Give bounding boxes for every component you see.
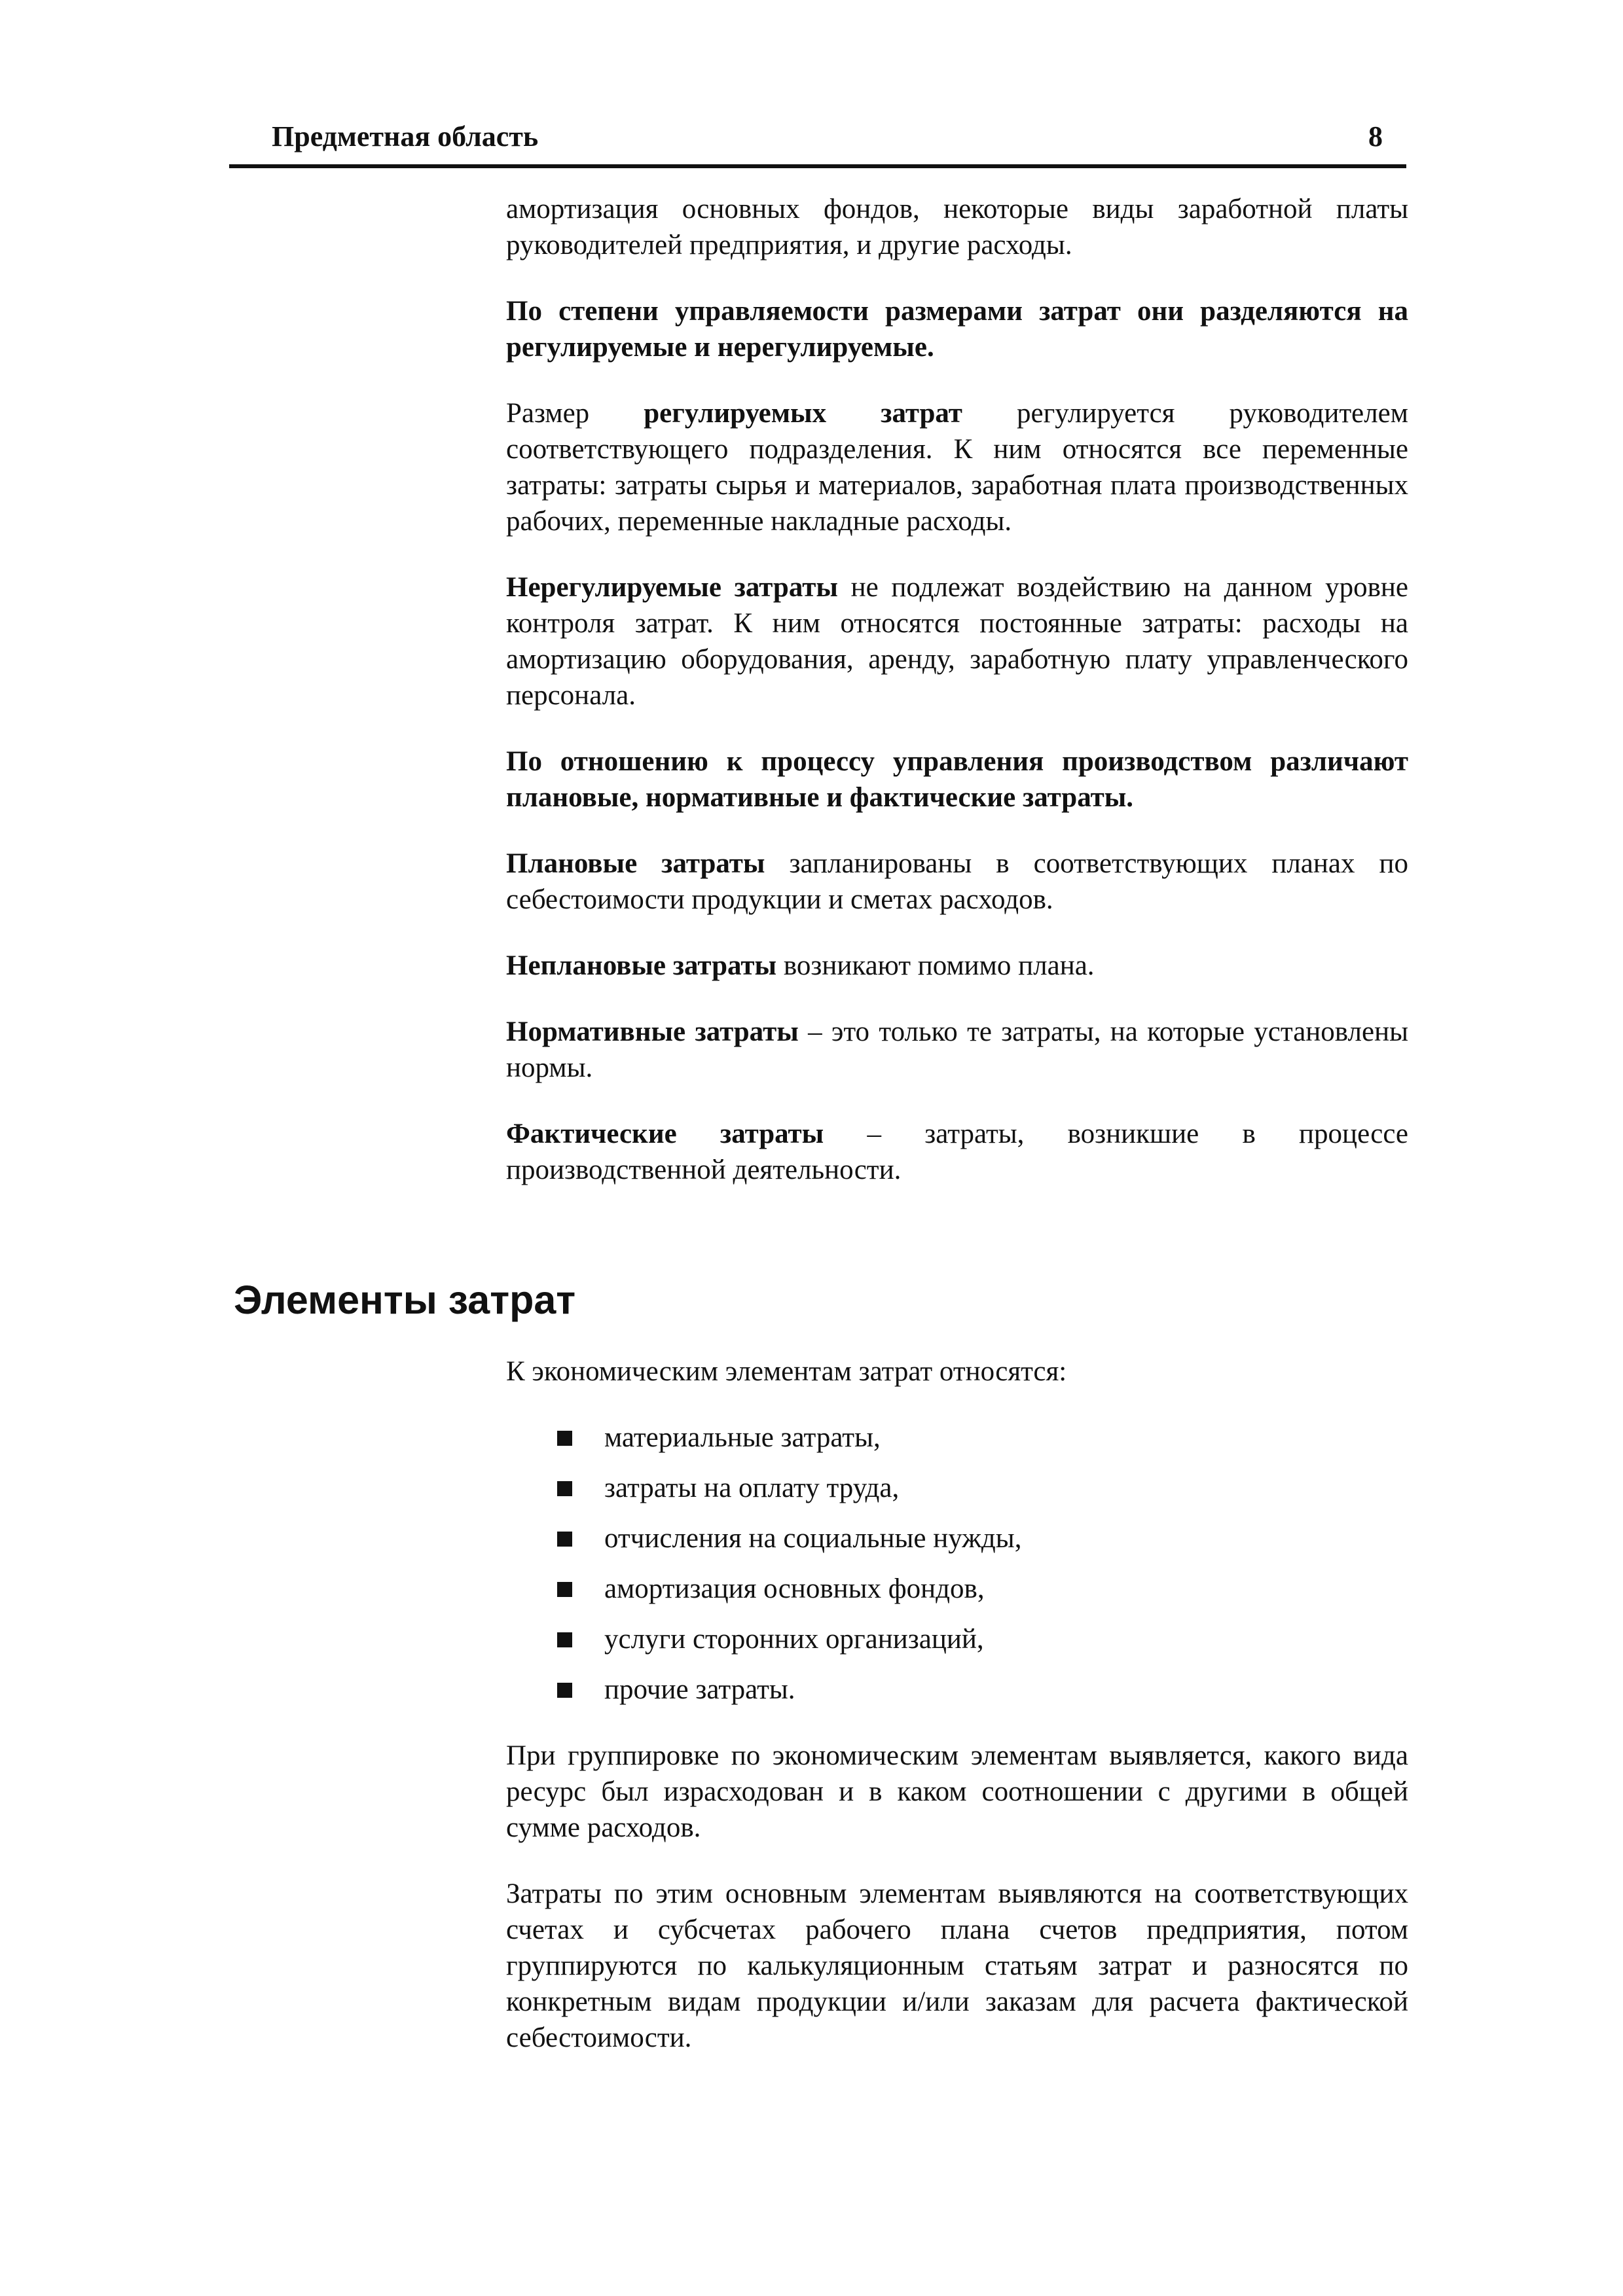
paragraph-amortization-continuation: амортизация основных фондов, некоторые виды заработной платы руководителей предприятия, и другие расходы. bbox=[506, 194, 1408, 260]
square-bullet-icon bbox=[557, 1481, 572, 1496]
page-number: 8 bbox=[1368, 120, 1383, 152]
paragraph-controllability-heading: По степени управляемости размерами затрат они разделяются на регулируемые и нерегулируемые. bbox=[506, 296, 1408, 363]
paragraph-accounts: Затраты по этим основным элементам выявляются на соответствующих счетах и субсчетах рабочего плана счетов предприятия, потом группируются по калькуляционным статьям затрат и разносятся по конкретным видам продукции и/или заказам для расчета фактической себестоимости. bbox=[506, 1878, 1408, 2053]
body-text-top bbox=[506, 191, 1408, 1218]
list-item: амортизация основных фондов, bbox=[506, 1571, 1408, 1607]
section-heading: Элементы затрат bbox=[234, 1278, 576, 1322]
list-item: материальные затраты, bbox=[506, 1420, 1408, 1456]
paragraph-unplanned-costs: Неплановые затраты возникают помимо плана. bbox=[506, 950, 1095, 981]
square-bullet-icon bbox=[557, 1431, 572, 1446]
list-item: прочие затраты. bbox=[506, 1672, 1408, 1708]
paragraph-actual-costs: Фактические затраты – затраты, возникшие в процессе производственной деятельности. bbox=[506, 1119, 1409, 1185]
paragraph-unregulated-costs: Нерегулируемые затраты не подлежат воздействию на данном уровне контроля затрат. К ним относятся постоянные затраты: расходы на амортизацию оборудования, аренду, заработную плату управленческого персонала. bbox=[506, 572, 1408, 711]
list-item: услуги сторонних организаций, bbox=[506, 1621, 1408, 1657]
section-intro: К экономическим элементам затрат относятся: bbox=[506, 1356, 1067, 1387]
paragraph-planned-costs: Плановые затраты запланированы в соответствующих планах по себестоимости продукции и сметах расходов. bbox=[506, 848, 1409, 915]
paragraph-regulated-costs: Размер регулируемых затрат регулируется руководителем соответствующего подразделения. К ним относятся все переменные затраты: затраты сырья и материалов, заработная плата производственных рабочих, переменные накладные расходы. bbox=[506, 398, 1408, 537]
square-bullet-icon bbox=[557, 1532, 572, 1547]
cost-elements-list bbox=[506, 1420, 1408, 1708]
square-bullet-icon bbox=[557, 1582, 572, 1597]
square-bullet-icon bbox=[557, 1632, 572, 1647]
running-title: Предметная область bbox=[272, 120, 539, 152]
list-item: отчисления на социальные нужды, bbox=[506, 1520, 1408, 1556]
paragraph-management-relation-heading: По отношению к процессу управления производством различают плановые, нормативные и фактические затраты. bbox=[506, 746, 1408, 813]
body-text-section bbox=[506, 1354, 1408, 2086]
square-bullet-icon bbox=[557, 1683, 572, 1698]
running-header bbox=[229, 115, 1406, 168]
list-item: затраты на оплату труда, bbox=[506, 1470, 1408, 1506]
paragraph-grouping: При группировке по экономическим элементам выявляется, какого вида ресурс был израсходован и в каком соотношении с другими в общей сумме расходов. bbox=[506, 1740, 1408, 1843]
paragraph-normative-costs: Нормативные затраты – это только те затраты, на которые установлены нормы. bbox=[506, 1016, 1408, 1083]
